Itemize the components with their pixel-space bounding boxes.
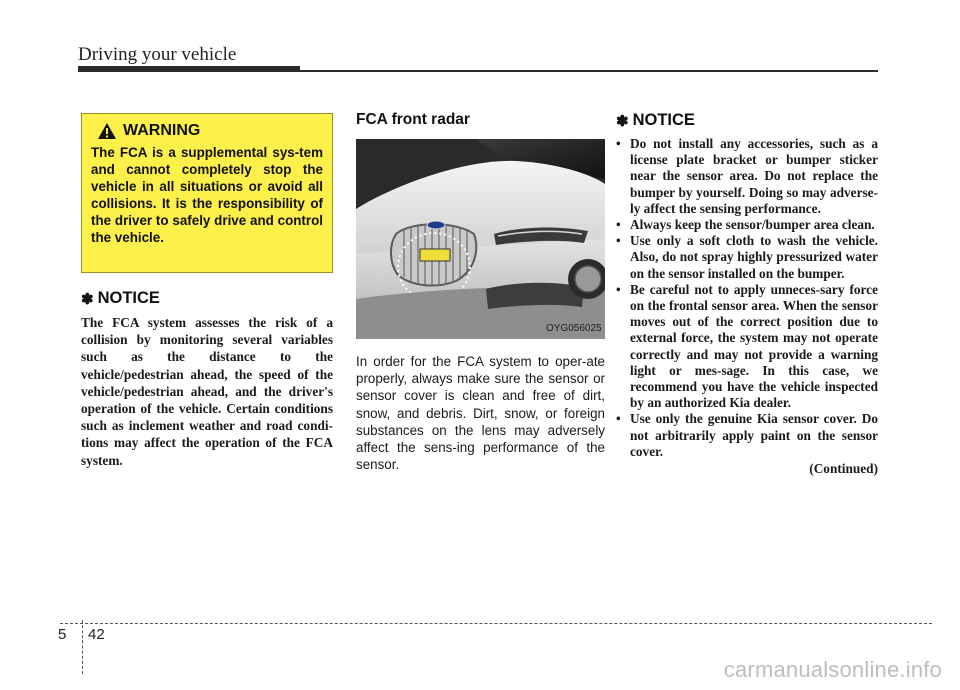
footer-rule	[60, 623, 932, 624]
radar-heading: FCA front radar	[356, 111, 470, 128]
list-item	[616, 233, 878, 282]
header-title: Driving your vehicle	[78, 44, 237, 65]
continued-label: (Continued)	[809, 461, 878, 477]
left-notice-header	[81, 289, 333, 308]
header-bar-thin	[300, 70, 878, 72]
right-notice	[616, 111, 878, 477]
warning-title: WARNING	[123, 122, 201, 139]
warning-triangle-icon	[97, 122, 117, 140]
bullet-icon: •	[616, 411, 621, 427]
photo-caption: OYG056025	[546, 323, 602, 334]
right-notice-header	[616, 111, 878, 130]
list-item	[616, 282, 878, 412]
warning-text: The FCA is a supplemental sys-tem and cannot completely stop the vehicle in all situations or avoid all collisions. It is the responsibility of the driver to safely drive and control the vehicle.	[91, 145, 323, 245]
radar-section	[356, 111, 605, 473]
chapter-number: 5	[58, 626, 67, 643]
bullet-icon: •	[616, 217, 621, 233]
warning-header	[97, 122, 323, 140]
list-item-text: Be careful not to apply unneces-sary force on the frontal sensor area. When the sensor moves out of the correct position due to external force, the system may not operate correctly and may not provide a warning light or mes-sage. In this case, we recommend you have the vehicle inspected by an authorized Kia dealer.	[630, 281, 878, 411]
left-notice-title: NOTICE	[97, 289, 160, 307]
header-bar-thick	[78, 66, 300, 72]
watermark: carmanualsonline.info	[723, 657, 942, 682]
warning-box	[81, 113, 333, 273]
list-item-text: Do not install any accessories, such as a license plate bracket or bumper sticker near the sensor area. Do not replace the bumper by yourself. Doing so may adverse-ly affect the sensing performance.	[630, 136, 878, 216]
list-item	[616, 411, 878, 460]
bullet-icon: •	[616, 136, 621, 151]
left-notice	[81, 289, 333, 469]
right-notice-title: NOTICE	[632, 111, 695, 129]
list-item	[616, 217, 878, 233]
car-front-photo	[356, 139, 605, 339]
notice-star-icon: ✽	[616, 112, 629, 130]
page-number: 42	[88, 626, 105, 643]
bullet-icon: •	[616, 281, 621, 297]
list-item	[616, 136, 878, 217]
notice-list	[616, 136, 878, 460]
list-item-text: Use only the genuine Kia sensor cover. Do not arbitrarily apply paint on the sensor cover.	[630, 411, 878, 459]
list-item-text: Use only a soft cloth to wash the vehicle. Also, do not spray highly pressurized water on the sensor installed on the bumper.	[630, 233, 878, 281]
list-item-text: Always keep the sensor/bumper area clean.	[630, 217, 875, 233]
radar-text: In order for the FCA system to oper-ate properly, always make sure the sensor or sensor cover is clean and free of dirt, snow, and debris. Dirt, snow, or foreign substances on the lens may adversely affect the sens-ing performance of the sensor.	[356, 354, 605, 473]
notice-star-icon: ✽	[81, 290, 94, 308]
bullet-icon: •	[616, 233, 621, 249]
left-notice-text: The FCA system assesses the risk of a collision by monitoring several variables such as the distance to the vehicle/pedestrian ahead, the speed of the vehicle/pedestrian ahead, and the driver's operation of the vehicle. Certain conditions such as inclement weather and road condi-tions may affect the operation of the FCA system.	[81, 315, 333, 468]
footer-divider	[82, 620, 83, 674]
